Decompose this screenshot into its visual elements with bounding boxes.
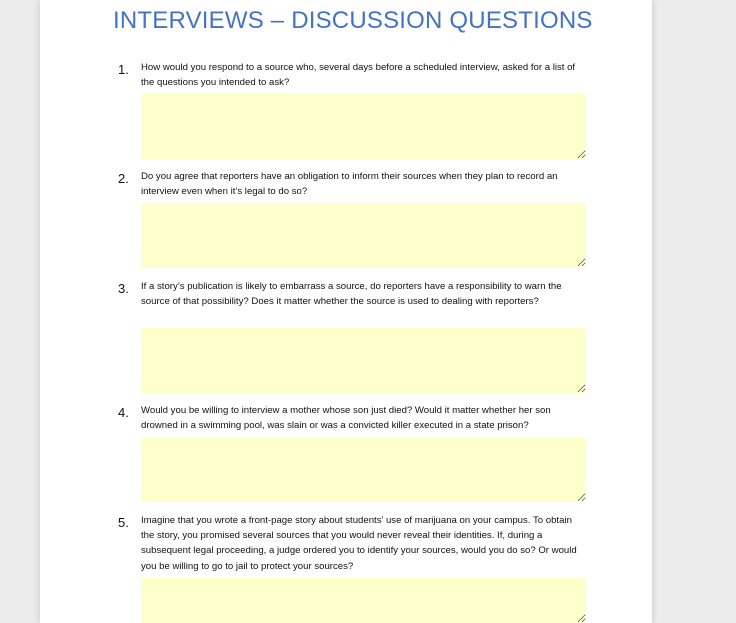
answer-field-1[interactable]: [141, 94, 586, 159]
question-number: 1.: [118, 62, 129, 77]
question-number: 3.: [118, 281, 129, 296]
document-page: [40, 0, 652, 623]
question-text: Imagine that you wrote a front-page story about students’ use of marijuana on your campus. To obtain the story, you promised several sources that you would never reveal their identities. If, during a subsequent legal proceeding, a judge ordered you to identify your sources, would you do so? Or would you be willing to go to jail to protect your sources?: [141, 515, 577, 572]
question-number: 2.: [118, 171, 129, 186]
question-number: 5.: [118, 515, 129, 530]
question-text: How would you respond to a source who, several days before a scheduled interview, asked for a list of the questions you intended to ask?: [141, 62, 576, 89]
page-title: INTERVIEWS – DISCUSSION QUESTIONS: [113, 7, 593, 34]
answer-field-3[interactable]: [141, 328, 586, 393]
question-number: 4.: [118, 405, 129, 420]
question-text: Would you be willing to interview a mother whose son just died? Would it matter whether her son drowned in a swimming pool, was slain or was a convicted killer executed in a state prison?: [141, 405, 551, 432]
question-text: Do you agree that reporters have an obligation to inform their sources when they plan to record an interview even when it’s legal to do so?: [141, 171, 558, 198]
answer-field-2[interactable]: [141, 203, 586, 267]
answer-field-5[interactable]: [141, 578, 586, 623]
question-text: If a story’s publication is likely to embarrass a source, do reporters have a responsibility to warn the source of that possibility? Does it matter whether the source is used to dealing with reporters?: [141, 281, 562, 308]
answer-field-4[interactable]: [141, 438, 586, 502]
